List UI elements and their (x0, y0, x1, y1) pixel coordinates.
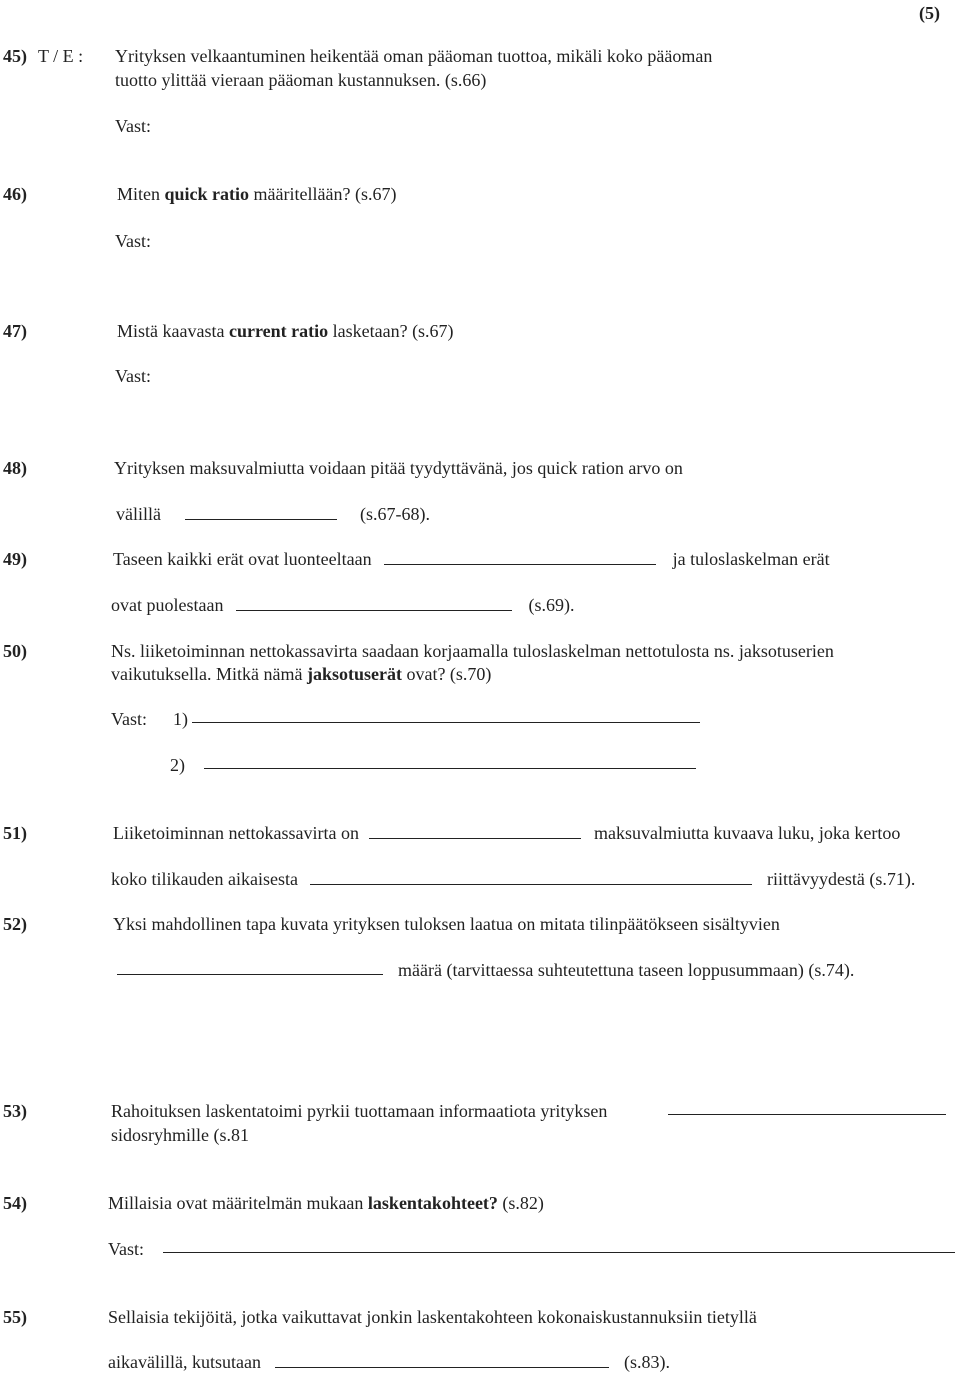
answer-blank-50-2[interactable] (204, 754, 696, 769)
answer-label-46: Vast: (115, 231, 151, 251)
question-text-46-post: määritellään? (s.67) (253, 184, 397, 204)
answer-label-50: Vast: (111, 709, 147, 729)
question-text-55-line2 (108, 1351, 670, 1373)
question-text-55-line2b: (s.83). (623, 1352, 670, 1372)
question-text-49-line1a: Taseen kaikki erät ovat luonteeltaan (113, 549, 372, 569)
question-number-47: 47) (3, 321, 27, 341)
question-number-51: 51) (3, 823, 27, 843)
answer-item-1: 1) (173, 709, 188, 729)
question-text-51-line1b: maksuvalmiutta kuvaava luku, joka kertoo (593, 823, 901, 843)
answer-blank-52[interactable] (117, 960, 383, 975)
question-text-51-line1 (113, 822, 900, 844)
question-text-50-line2b: ovat? (s.70) (406, 664, 492, 684)
question-text-47-pre: Mistä kaavasta (117, 321, 225, 341)
term-laskentakohteet: laskentakohteet? (367, 1193, 498, 1213)
question-text-45-line2: tuotto ylittää vieraan pääoman kustannuksen. (s.66) (115, 70, 487, 90)
question-text-52-line2: määrä (tarvittaessa suhteutettuna taseen loppusummaan) (s.74). (398, 960, 855, 980)
page-number: (5) (919, 3, 940, 23)
question-text-49-line2 (111, 594, 574, 616)
answer-blank-53[interactable] (668, 1100, 946, 1115)
question-number-54: 54) (3, 1193, 27, 1213)
question-text-50-line2a: vaikutuksella. Mitkä nämä (111, 664, 303, 684)
question-text-45-line1: Yrityksen velkaantuminen heikentää oman pääoman tuottoa, mikäli koko pääoman (115, 46, 713, 66)
answer-label-45: Vast: (115, 116, 151, 136)
question-text-51-line2a: koko tilikauden aikaisesta (111, 869, 298, 889)
question-text-51-line1a: Liiketoiminnan nettokassavirta on (113, 823, 359, 843)
question-text-48-line2 (116, 503, 430, 525)
question-number-53: 53) (3, 1101, 27, 1121)
question-text-50-line2 (111, 663, 491, 685)
question-text-49-line2a: ovat puolestaan (111, 595, 224, 615)
question-tag-45: T / E : (38, 46, 84, 66)
question-number-50: 50) (3, 641, 27, 661)
question-text-52-line1: Yksi mahdollinen tapa kuvata yrityksen tuloksen laatua on mitata tilinpäätökseen sisältyvien (113, 914, 780, 934)
question-text-48-line2b: (s.67-68). (359, 504, 430, 524)
answer-label-54: Vast: (108, 1239, 144, 1259)
answer-label-47: Vast: (115, 366, 151, 386)
question-text-49-line1 (113, 548, 830, 570)
question-number-46: 46) (3, 184, 27, 204)
answer-blank-49b[interactable] (236, 596, 512, 611)
question-number-49: 49) (3, 549, 27, 569)
question-number-55: 55) (3, 1307, 27, 1327)
question-text-53-line1: Rahoituksen laskentatoimi pyrkii tuottamaan informaatiota yrityksen (111, 1101, 608, 1121)
answer-blank-49a[interactable] (384, 550, 656, 565)
question-text-51-line2b: riittävyydestä (s.71). (766, 869, 916, 889)
question-text-47-post: lasketaan? (s.67) (332, 321, 454, 341)
term-jaksotuserat: jaksotuserät (306, 664, 402, 684)
question-text-48-line1: Yrityksen maksuvalmiutta voidaan pitää tyydyttävänä, jos quick ration arvo on (114, 458, 683, 478)
answer-blank-55[interactable] (275, 1353, 609, 1368)
answer-blank-54[interactable] (163, 1238, 955, 1253)
answer-blank-51a[interactable] (369, 824, 581, 839)
question-text-48-line2a: välillä (116, 504, 161, 524)
question-text-49-line2b: (s.69). (528, 595, 575, 615)
question-text-46 (117, 183, 396, 205)
question-text-46-pre: Miten (117, 184, 160, 204)
question-number-48: 48) (3, 458, 27, 478)
question-text-47 (117, 320, 454, 342)
answer-blank-48[interactable] (185, 505, 337, 520)
answer-blank-51b[interactable] (310, 870, 752, 885)
question-number-52: 52) (3, 914, 27, 934)
question-text-50-line1: Ns. liiketoiminnan nettokassavirta saadaan korjaamalla tuloslaskelman nettotulosta ns. jaksotuserien (111, 641, 834, 661)
question-text-54 (108, 1192, 544, 1214)
question-text-55-line2a: aikavälillä, kutsutaan (108, 1352, 261, 1372)
term-current-ratio: current ratio (228, 321, 329, 341)
answer-blank-50-1[interactable] (192, 708, 700, 723)
question-number-45: 45) (3, 46, 27, 66)
answer-item-2: 2) (170, 755, 185, 775)
question-text-51-line2 (111, 868, 915, 890)
term-quick-ratio: quick ratio (164, 184, 250, 204)
question-text-55-line1: Sellaisia tekijöitä, jotka vaikuttavat jonkin laskentakohteen kokonaiskustannuksiin tietyllä (108, 1307, 757, 1327)
question-text-54-post: (s.82) (502, 1193, 544, 1213)
question-text-53-line2: sidosryhmille (s.81 (111, 1125, 249, 1145)
question-text-54-pre: Millaisia ovat määritelmän mukaan (108, 1193, 364, 1213)
question-text-49-line1b: ja tuloslaskelman erät (672, 549, 830, 569)
